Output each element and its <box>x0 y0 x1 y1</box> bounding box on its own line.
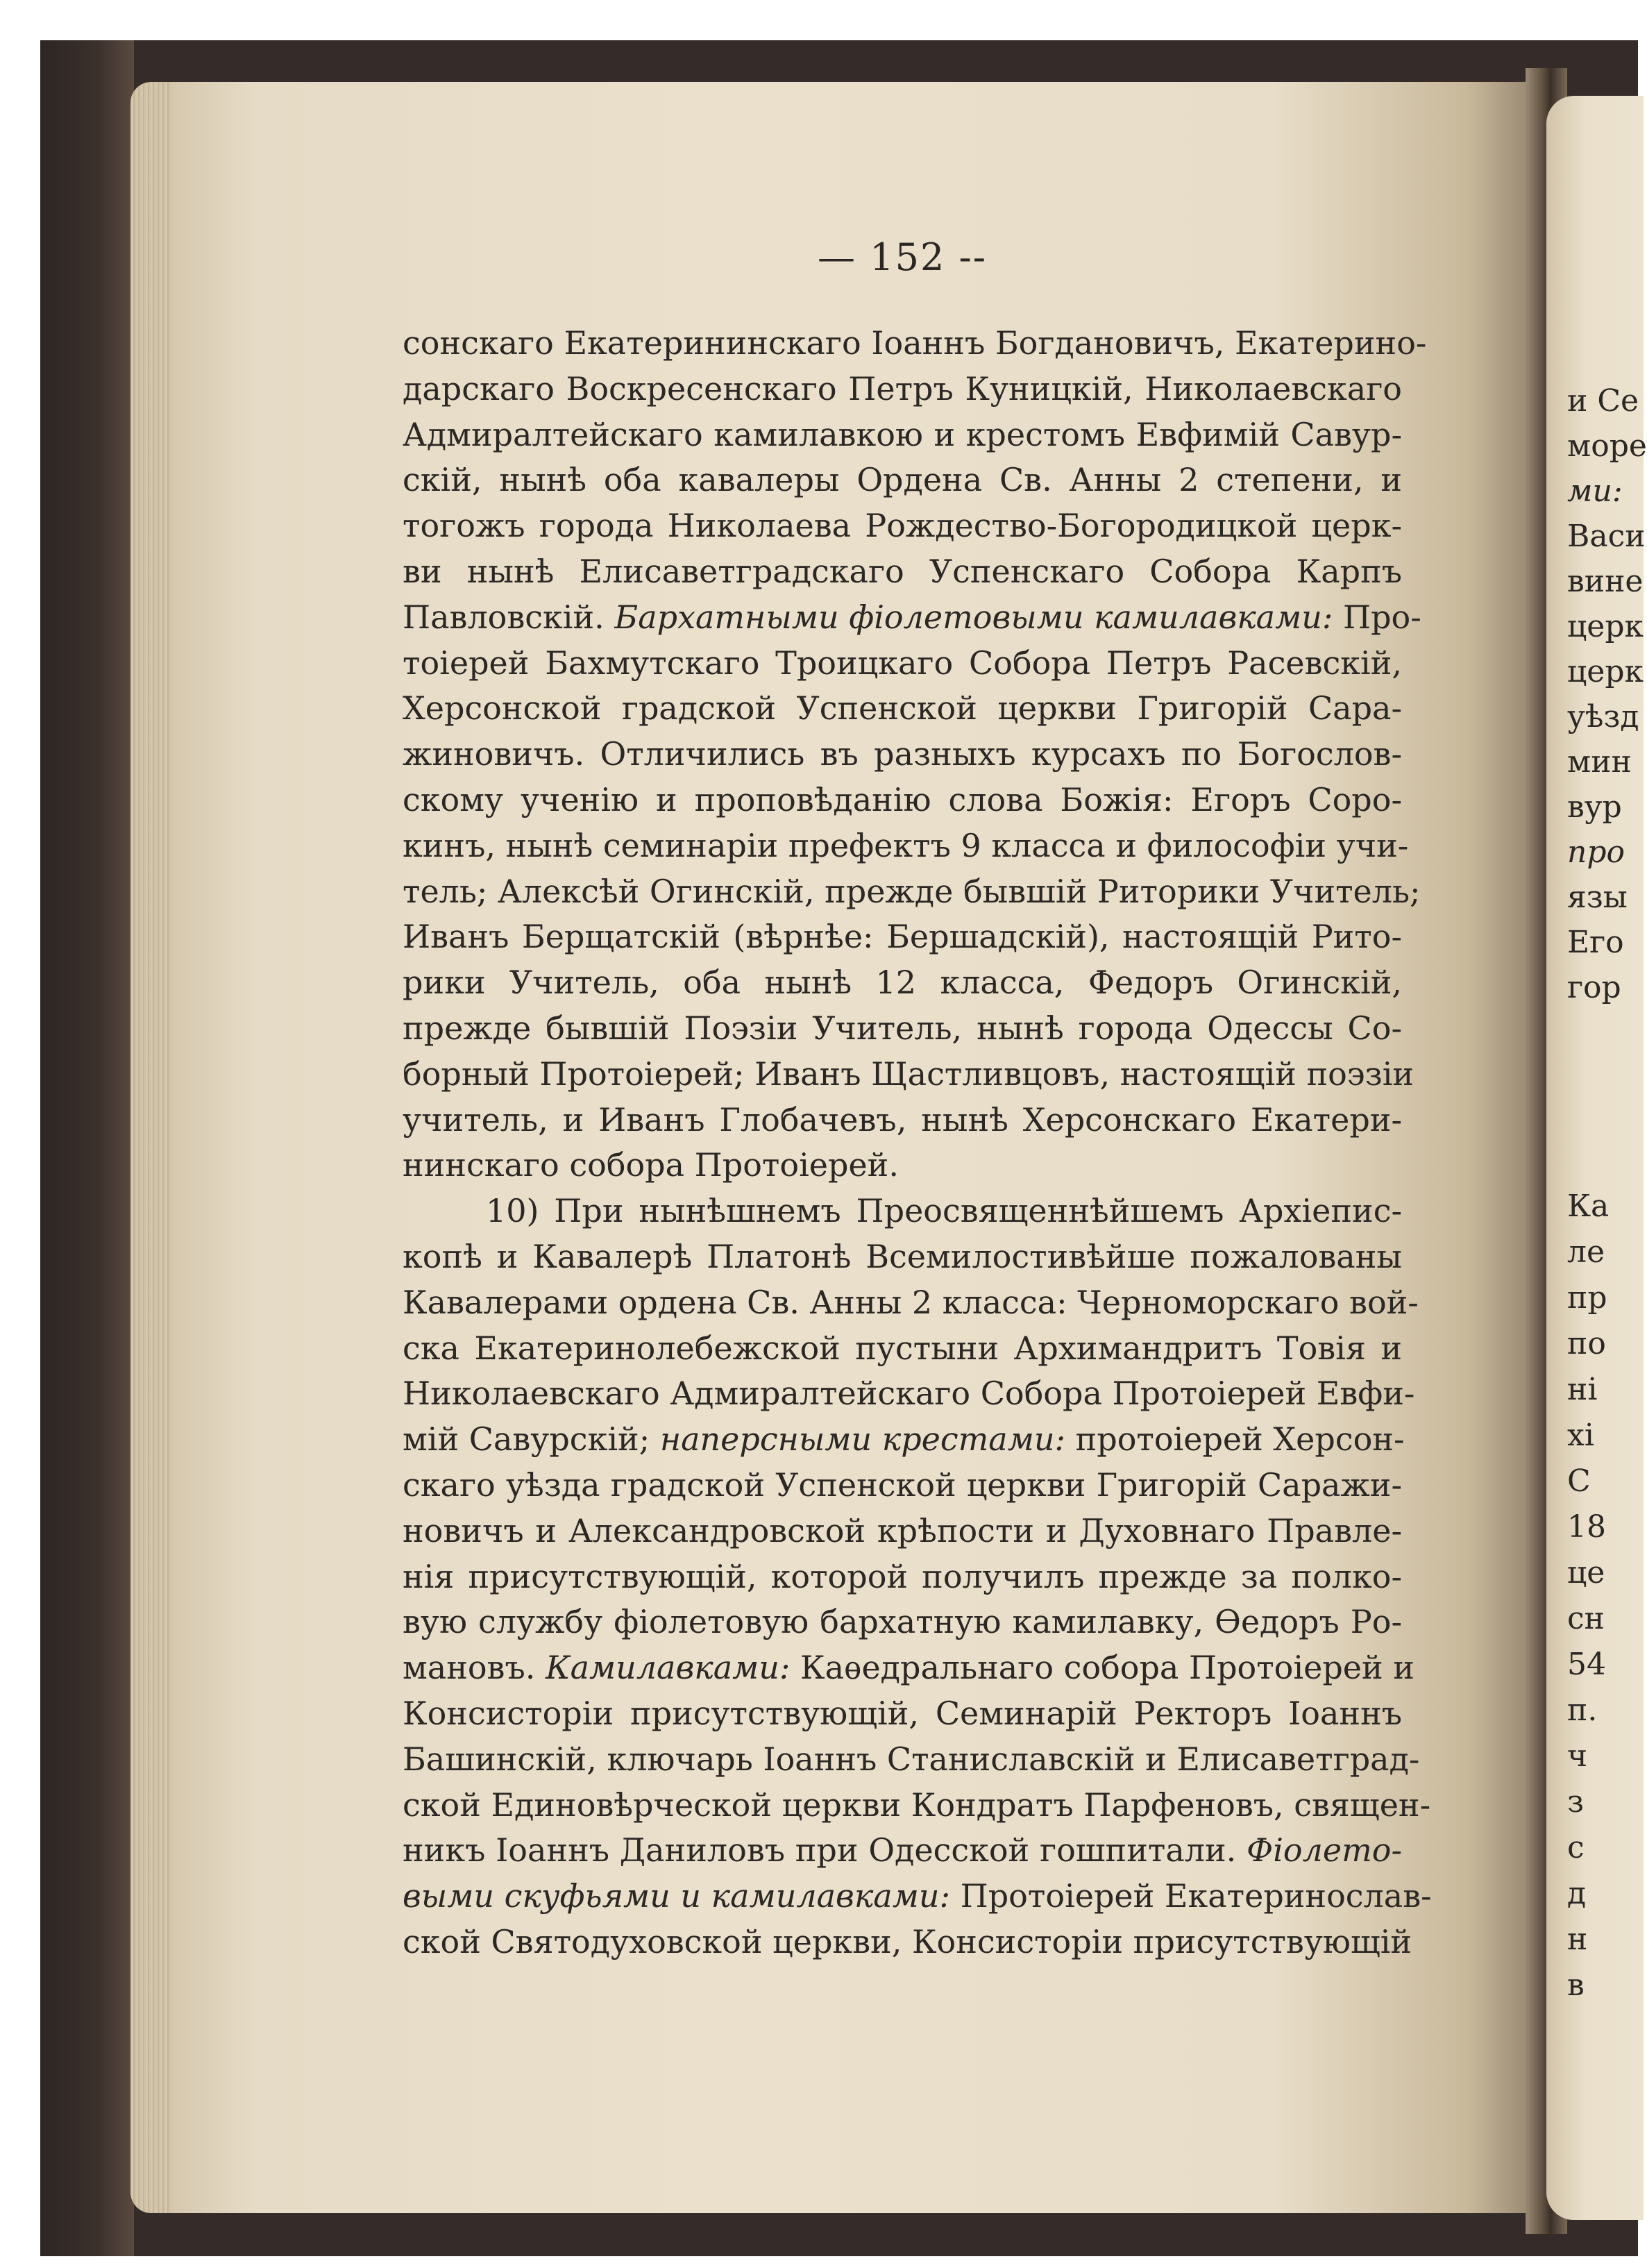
text-line-plain: никъ Іоаннъ Даниловъ при Одесской гошпитали. <box>403 1831 1247 1870</box>
right-page-fragment: Ка <box>1567 1188 1610 1224</box>
right-page-fragment: церк <box>1567 654 1644 689</box>
text-line: Адмиралтейскаго камилавкою и крестомъ Евфимій Савур- <box>403 415 1402 453</box>
text-line: Херсонской градской Успенской церкви Григорій Сара- <box>403 689 1402 728</box>
right-page-fragment: уѣзд <box>1567 699 1639 734</box>
right-page-fragment: сн <box>1567 1601 1605 1636</box>
text-line: ской Святодуховской церкви, Консисторіи присутствующій <box>403 1922 1412 1960</box>
text-line-plain: Про- <box>1333 598 1421 636</box>
right-page-fragment: хі <box>1567 1418 1594 1453</box>
right-page-fragment: и Се <box>1567 383 1639 419</box>
right-page-fragment: про <box>1567 834 1625 870</box>
text-line: ской Единовѣрческой церкви Кондратъ Парфеновъ, священ- <box>403 1786 1431 1824</box>
text-line-plain: Протоіерей Екатеринослав- <box>950 1877 1432 1915</box>
right-page-fragment: гор <box>1567 970 1621 1005</box>
text-line-plain: протоіерей Херсон- <box>1065 1420 1405 1459</box>
text-line <box>403 595 1421 641</box>
book-edge <box>40 40 134 2256</box>
text-line: Николаевскаго Адмиралтейскаго Собора Протоіерей Евфи- <box>403 1375 1415 1413</box>
right-page-fragment: пр <box>1567 1280 1607 1316</box>
right-page-fragment: ле <box>1567 1234 1605 1270</box>
text-line: нія присутствующій, которой получилъ прежде за полко- <box>403 1557 1402 1595</box>
text-line: 10) При нынѣшнемъ Преосвященнѣйшемъ Архіепис- <box>486 1192 1402 1230</box>
text-line-plain: мій Савурскій; <box>403 1420 660 1459</box>
text-line: скій, нынѣ оба кавалеры Ордена Св. Анны 2 степени, и <box>403 461 1402 499</box>
text-line-plain: мановъ. <box>403 1649 546 1687</box>
right-page-fragment: вур <box>1567 789 1622 825</box>
text-line: тоіерей Бахмутскаго Троицкаго Собора Петръ Расевскій, <box>403 644 1402 682</box>
right-page-fragment: С <box>1567 1463 1591 1499</box>
right-page-fragment: Васи <box>1567 519 1646 554</box>
right-page-fragment: н <box>1567 1922 1588 1957</box>
text-line <box>403 1417 1405 1463</box>
text-line: ска Екатеринолебежской пустыни Архимандритъ Товія и <box>403 1329 1402 1367</box>
body-text <box>403 321 1432 1965</box>
text-line: учитель, и Иванъ Глобачевъ, нынѣ Херсонскаго Екатери- <box>403 1100 1402 1139</box>
right-page-fragment: с <box>1567 1830 1585 1865</box>
text-line: сонскаго Екатерининскаго Іоаннъ Богдановичъ, Екатерино- <box>403 324 1427 362</box>
text-line: дарскаго Воскресенскаго Петръ Куницкій, Николаевскаго <box>403 369 1402 408</box>
text-line <box>403 1874 1432 1920</box>
right-page-fragment: церк <box>1567 609 1644 644</box>
right-page-fragment: море <box>1567 428 1647 464</box>
text-line: прежде бывшій Поэзіи Учитель, нынѣ города Одессы Со- <box>403 1009 1402 1047</box>
text-line: копѣ и Кавалерѣ Платонѣ Всемилостивѣйше пожалованы <box>403 1237 1402 1275</box>
right-page-fragment: вине <box>1567 564 1644 599</box>
text-line: кинъ, нынѣ семинаріи префектъ 9 класса и философіи учи- <box>403 826 1409 864</box>
right-page-fragment: ч <box>1567 1738 1588 1774</box>
right-page-fragment: з <box>1567 1784 1584 1820</box>
right-page-fragment: п. <box>1567 1692 1598 1728</box>
text-line: скому ученію и проповѣданію слова Божія: Егоръ Соро- <box>403 780 1402 818</box>
text-line: тель; Алексѣй Огинскій, прежде бывшій Риторики Учитель; <box>403 872 1421 910</box>
right-page-fragment: це <box>1567 1555 1605 1590</box>
text-line: жиновичъ. Отличились въ разныхъ курсахъ по Богослов- <box>403 735 1402 773</box>
right-page-fragment: 54 <box>1567 1647 1606 1682</box>
text-line <box>403 1645 1414 1691</box>
text-line-italic: выми скуфьями и камилавками: <box>403 1877 950 1915</box>
text-line: вую службу фіолетовую бархатную камилавку, Өедоръ Ро- <box>403 1603 1402 1641</box>
right-page-fragment: язы <box>1567 880 1628 915</box>
text-line: Башинскій, ключарь Іоаннъ Станиславскій и Елисаветград- <box>403 1740 1420 1778</box>
right-page-fragment: ні <box>1567 1372 1598 1407</box>
right-page-fragment: по <box>1567 1326 1606 1361</box>
text-line: ви нынѣ Елисаветградскаго Успенскаго Собора Карпъ <box>403 552 1402 590</box>
page-number: — 152 -- <box>818 235 987 279</box>
text-line-plain: Каѳедральнаго собора Протоіерей и <box>790 1649 1414 1687</box>
text-line <box>403 1828 1402 1874</box>
text-line: новичъ и Александровской крѣпости и Духовнаго Правле- <box>403 1511 1402 1549</box>
text-line-italic: Бархатными фіолетовыми камилавками: <box>614 598 1333 636</box>
right-page-fragment: ми: <box>1567 473 1623 509</box>
right-page-fragment: д <box>1567 1876 1587 1911</box>
text-line: скаго уѣзда градской Успенской церкви Григорій Саражи- <box>403 1465 1402 1504</box>
text-line: борный Протоіерей; Иванъ Щастливцовъ, настоящій поэзіи <box>403 1055 1414 1093</box>
text-line: Иванъ Берщатскій (вѣрнѣе: Бершадскій), настоящій Рито- <box>403 918 1402 956</box>
right-page-fragment: 18 <box>1567 1509 1606 1545</box>
right-page-fragment: мин <box>1567 744 1632 780</box>
right-page-fragment: Его <box>1567 925 1624 960</box>
text-line: нинскаго собора Протоіерей. <box>403 1146 899 1184</box>
text-line-italic: Камилавками: <box>545 1649 791 1687</box>
right-page <box>1546 96 1647 2220</box>
text-line-plain: Павловскій. <box>403 598 615 636</box>
text-line: тогожъ города Николаева Рождество-Богородицкой церк- <box>403 507 1402 545</box>
text-line-italic: Фіолето- <box>1247 1831 1402 1870</box>
text-line-italic: наперсными крестами: <box>659 1420 1065 1459</box>
text-line: Кавалерами ордена Св. Анны 2 класса: Черноморскаго вой- <box>403 1283 1419 1321</box>
text-line: рики Учитель, оба нынѣ 12 класса, Федоръ Огинскій, <box>403 964 1402 1002</box>
text-line: Консисторіи присутствующій, Семинарій Ректоръ Іоаннъ <box>403 1694 1402 1732</box>
right-page-fragment: в <box>1567 1967 1585 2003</box>
